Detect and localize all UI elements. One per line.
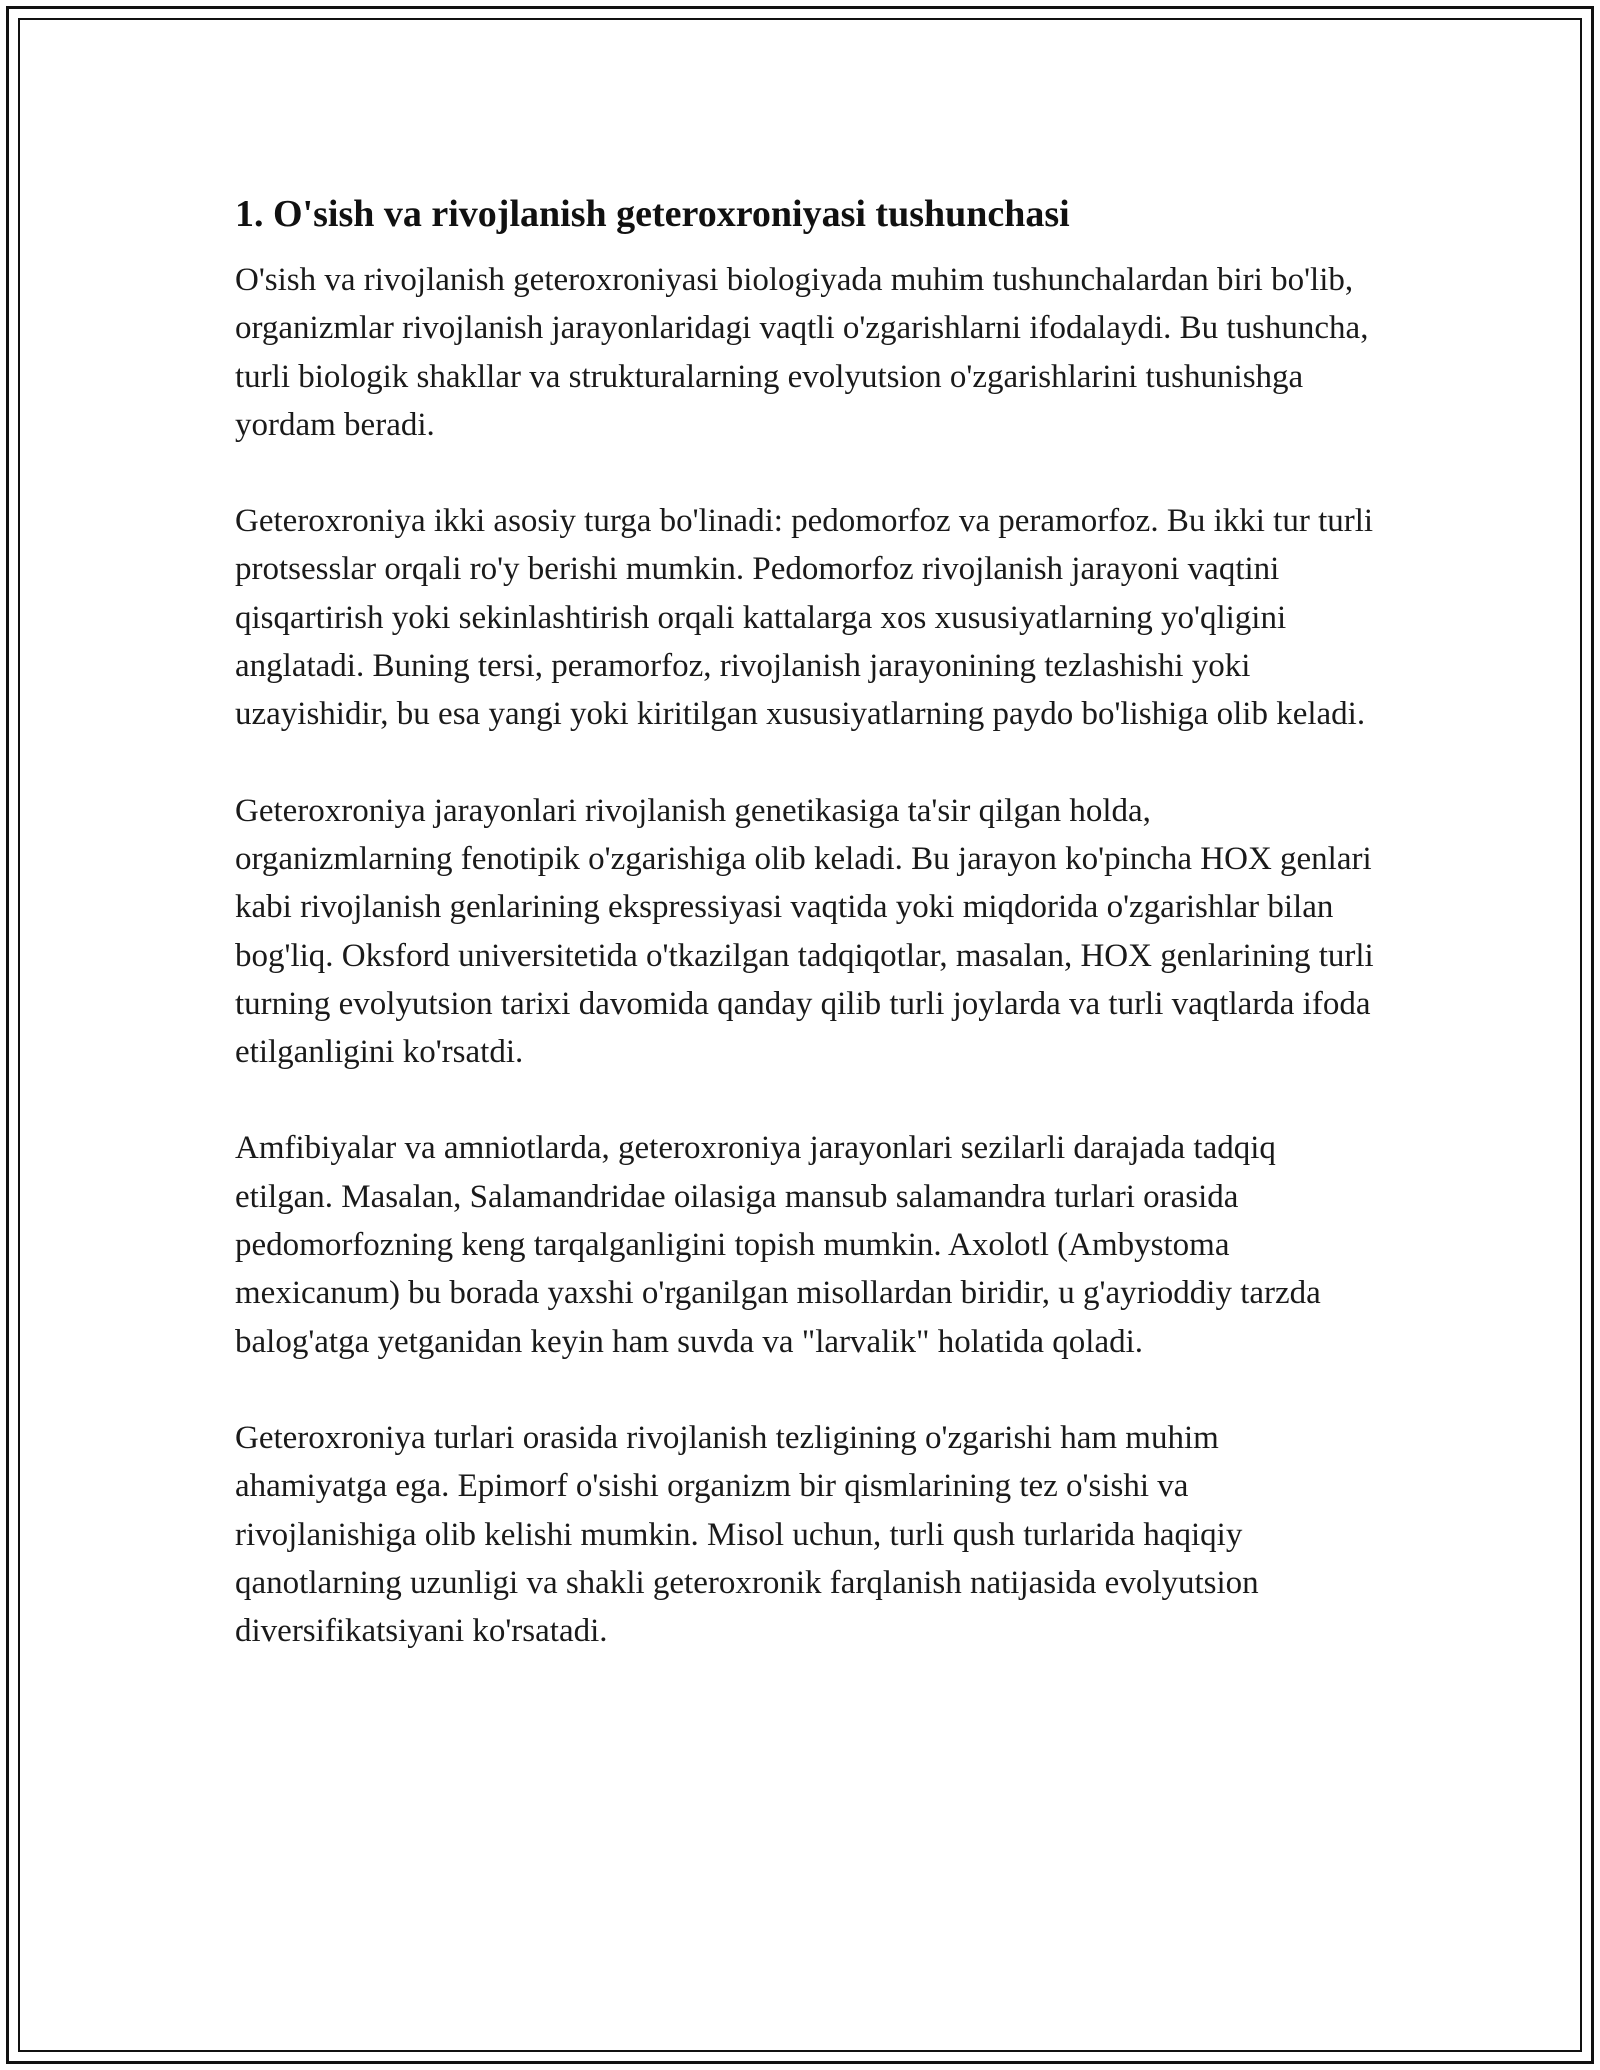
- paragraph-1: O'sish va rivojlanish geteroxroniyasi biologiyada muhim tushunchalardan biri bo'lib, organizmlar rivojlanish jarayonlaridagi vaqtli o'zgarishlarni ifodalaydi. Bu tushuncha, turli biologik shakllar va strukturalarning evolyutsion o'zgarishlarini tushunishga yordam beradi.: [235, 262, 1369, 443]
- paragraph-2: Geteroxroniya ikki asosiy turga bo'linadi: pedomorfoz va peramorfoz. Bu ikki tur turli protsesslar orqali ro'y berishi mumkin. Pedomorfoz rivojlanish jarayoni vaqtini qisqartirish yoki sekinlashtirish orqali kattalarga xos xususiyatlarning yo'qligini anglatadi. Buning tersi, peramorfoz, rivojlanish jarayonining tezlashishi yoki uzayishidir, bu esa yangi yoki kiritilgan xususiyatlarning paydo bo'lishiga olib keladi.: [235, 503, 1374, 733]
- document-content: [235, 186, 1375, 1703]
- paragraph-4: Amfibiyalar va amniotlarda, geteroxroniya jarayonlari sezilarli darajada tadqiq etilgan. Masalan, Salamandridae oilasiga mansub salamandra turlari orasida pedomorfozning keng tarqalganligini topish mumkin. Axolotl (Ambystoma mexicanum) bu borada yaxshi o'rganilgan misollardan biridir, u g'ayrioddiy tarzda balog'atga yetganidan keyin ham suvda va "larvalik" holatida qoladi.: [235, 1130, 1321, 1360]
- section-title: 1. O'sish va rivojlanish geteroxroniyasi tushunchasi: [235, 193, 1070, 235]
- paragraph-3: Geteroxroniya jarayonlari rivojlanish genetikasiga ta'sir qilgan holda, organizmlarning fenotipik o'zgarishiga olib keladi. Bu jarayon ko'pincha HOX genlari kabi rivojlanish genlarining ekspressiyasi vaqtida yoki miqdorida o'zgarishlar bilan bog'liq. Oksford universitetida o'tkazilgan tadqiqotlar, masalan, HOX genlarining turli turning evolyutsion tarixi davomida qanday qilib turli joylarda va turli vaqtlarda ifoda etilganligini ko'rsatdi.: [235, 792, 1374, 1071]
- paragraph-5: Geteroxroniya turlari orasida rivojlanish tezligining o'zgarishi ham muhim ahamiyatga ega. Epimorf o'sishi organizm bir qismlarining tez o'sishi va rivojlanishiga olib kelishi mumkin. Misol uchun, turli qush turlarida haqiqiy qanotlarning uzunligi va shakli geteroxronik farqlanish natijasida evolyutsion diversifikatsiyani ko'rsatadi.: [235, 1419, 1259, 1650]
